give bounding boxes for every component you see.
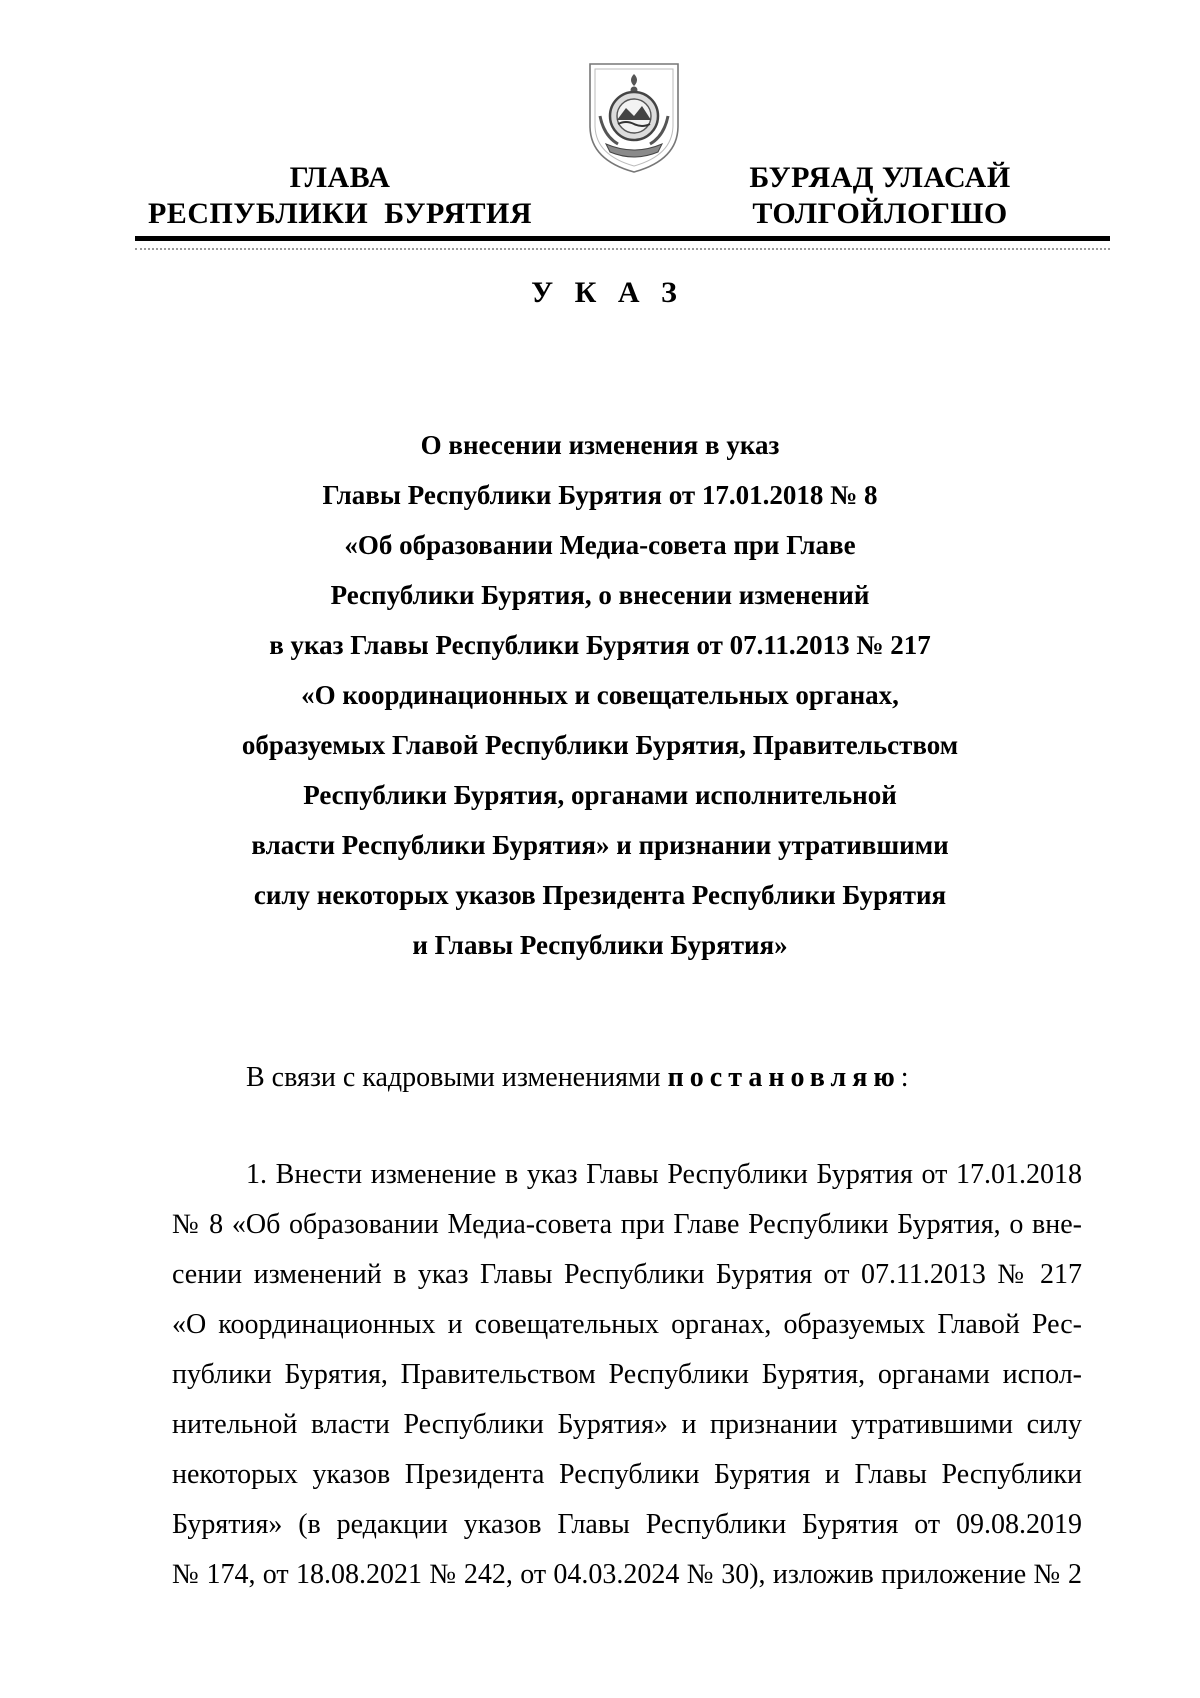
document-type: У К А З [531, 276, 684, 309]
paragraph-line: «О координационных и совещательных органах, образуемых Главой Рес- [172, 1309, 1082, 1340]
issuer-title-line: БУРЯАД УЛАСАЙ [749, 161, 1011, 194]
document-title [130, 420, 1070, 970]
header-divider-thick [135, 236, 1110, 241]
preamble-decree-word: постановляю [667, 1062, 901, 1093]
republic-of-buryatia-coat-of-arms-icon [584, 60, 684, 176]
paragraph-line: Бурятия» (в редакции указов Главы Республики Бурятия от 09.08.2019 [172, 1509, 1082, 1540]
title-line: Республики Бурятия, о внесении изменений [330, 580, 870, 610]
issuer-title-buryat [720, 160, 1040, 232]
paragraph-line: № 174, от 18.08.2021 № 242, от 04.03.2024 № 30), изложив приложение № 2 [172, 1559, 1082, 1590]
issuer-title-line: ТОЛГОЙЛОГШО [752, 197, 1008, 230]
paragraph-line: публики Бурятия, Правительством Республики Бурятия, органами испол- [172, 1359, 1082, 1390]
title-line: Главы Республики Бурятия от 17.01.2018 № 8 [322, 480, 878, 510]
issuer-title-line: РЕСПУБЛИКИ БУРЯТИЯ [147, 197, 533, 230]
title-line: образуемых Главой Республики Бурятия, Правительством [241, 730, 959, 760]
issuer-title-russian [130, 160, 550, 232]
preamble [246, 1058, 909, 1098]
paragraph-line: нительной власти Республики Бурятия» и признании утратившими силу [172, 1409, 1082, 1440]
title-line: Республики Бурятия, органами исполнительной [303, 780, 897, 810]
issuer-title-line: ГЛАВА [289, 161, 391, 194]
paragraph-line: некоторых указов Президента Республики Бурятия и Главы Республики [172, 1459, 1082, 1490]
preamble-text: В связи с кадровыми изменениями [246, 1062, 668, 1093]
preamble-colon: : [900, 1062, 909, 1093]
paragraph-line: № 8 «Об образовании Медиа-совета при Главе Республики Бурятия, о вне- [172, 1209, 1082, 1240]
title-line: в указ Главы Республики Бурятия от 07.11.2013 № 217 [269, 630, 931, 660]
header-divider-dotted [135, 248, 1110, 250]
title-line: «О координационных и совещательных органах, [301, 680, 899, 710]
title-line: силу некоторых указов Президента Республики Бурятия [253, 880, 947, 910]
title-line: власти Республики Бурятия» и признании утратившими [251, 830, 949, 860]
title-line: «Об образовании Медиа-совета при Главе [344, 530, 856, 560]
title-line: и Главы Республики Бурятия» [412, 930, 788, 960]
paragraph-line: 1. Внести изменение в указ Главы Республики Бурятия от 17.01.2018 [246, 1159, 1082, 1190]
paragraph-1 [172, 1150, 1082, 1600]
paragraph-line: сении изменений в указ Главы Республики Бурятия от 07.11.2013 № 217 [172, 1259, 1082, 1290]
title-line: О внесении изменения в указ [420, 430, 780, 460]
